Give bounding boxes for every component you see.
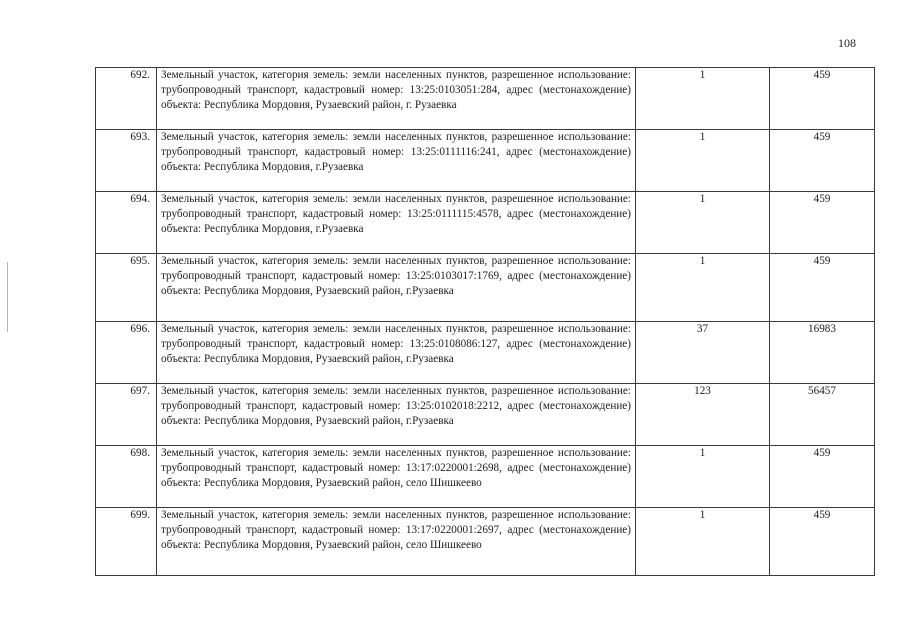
- row-quantity: 37: [636, 322, 770, 384]
- row-value: 459: [770, 68, 875, 130]
- scan-edge-mark: [7, 262, 8, 332]
- row-value: 56457: [770, 384, 875, 446]
- row-description: Земельный участок, категория земель: земли населенных пунктов, разрешенное использование: трубопроводный транспорт, кадастровый номер: 13:25:0102018:2212, адрес (местонахождение) объекта: Республика Мордовия, Рузаевский район, г.Рузаевка: [157, 384, 636, 446]
- table-row: [96, 446, 875, 508]
- table-row: [96, 192, 875, 254]
- row-quantity: 123: [636, 384, 770, 446]
- table-row: [96, 508, 875, 576]
- row-quantity: 1: [636, 192, 770, 254]
- row-description: Земельный участок, категория земель: земли населенных пунктов, разрешенное использование: трубопроводный транспорт, кадастровый номер: 13:25:0111115:4578, адрес (местонахождение) объекта: Республика Мордовия, г.Рузаевка: [157, 192, 636, 254]
- row-value: 459: [770, 192, 875, 254]
- property-table: [95, 67, 875, 576]
- row-quantity: 1: [636, 130, 770, 192]
- table-row: [96, 254, 875, 322]
- row-number: 694.: [96, 192, 157, 254]
- row-number: 696.: [96, 322, 157, 384]
- table-row: [96, 68, 875, 130]
- row-description: Земельный участок, категория земель: земли населенных пунктов, разрешенное использование: трубопроводный транспорт, кадастровый номер: 13:17:0220001:2698, адрес (местонахождение) объекта: Республика Мордовия, Рузаевский район, село Шишкеево: [157, 446, 636, 508]
- row-value: 459: [770, 508, 875, 576]
- row-description: Земельный участок, категория земель: земли населенных пунктов, разрешенное использование: трубопроводный транспорт, кадастровый номер: 13:25:0108086:127, адрес (местонахождение) объекта: Республика Мордовия, Рузаевский район, г.Рузаевка: [157, 322, 636, 384]
- row-value: 459: [770, 446, 875, 508]
- row-number: 698.: [96, 446, 157, 508]
- row-quantity: 1: [636, 68, 770, 130]
- row-number: 693.: [96, 130, 157, 192]
- row-value: 459: [770, 254, 875, 322]
- row-number: 697.: [96, 384, 157, 446]
- row-number: 692.: [96, 68, 157, 130]
- row-description: Земельный участок, категория земель: земли населенных пунктов, разрешенное использование: трубопроводный транспорт, кадастровый номер: 13:17:0220001:2697, адрес (местонахождение) объекта: Республика Мордовия, Рузаевский район, село Шишкеево: [157, 508, 636, 576]
- table-row: [96, 384, 875, 446]
- table-row: [96, 322, 875, 384]
- table-row: [96, 130, 875, 192]
- row-description: Земельный участок, категория земель: земли населенных пунктов, разрешенное использование: трубопроводный транспорт, кадастровый номер: 13:25:0111116:241, адрес (местонахождение) объекта: Республика Мордовия, г.Рузаевка: [157, 130, 636, 192]
- row-value: 16983: [770, 322, 875, 384]
- row-quantity: 1: [636, 508, 770, 576]
- row-value: 459: [770, 130, 875, 192]
- row-quantity: 1: [636, 254, 770, 322]
- row-number: 699.: [96, 508, 157, 576]
- row-quantity: 1: [636, 446, 770, 508]
- row-number: 695.: [96, 254, 157, 322]
- row-description: Земельный участок, категория земель: земли населенных пунктов, разрешенное использование: трубопроводный транспорт, кадастровый номер: 13:25:0103017:1769, адрес (местонахождение) объекта: Республика Мордовия, Рузаевский район, г.Рузаевка: [157, 254, 636, 322]
- row-description: Земельный участок, категория земель: земли населенных пунктов, разрешенное использование: трубопроводный транспорт, кадастровый номер: 13:25:0103051:284, адрес (местонахождение) объекта: Республика Мордовия, Рузаевский район, г. Рузаевка: [157, 68, 636, 130]
- page-number: 108: [838, 36, 856, 50]
